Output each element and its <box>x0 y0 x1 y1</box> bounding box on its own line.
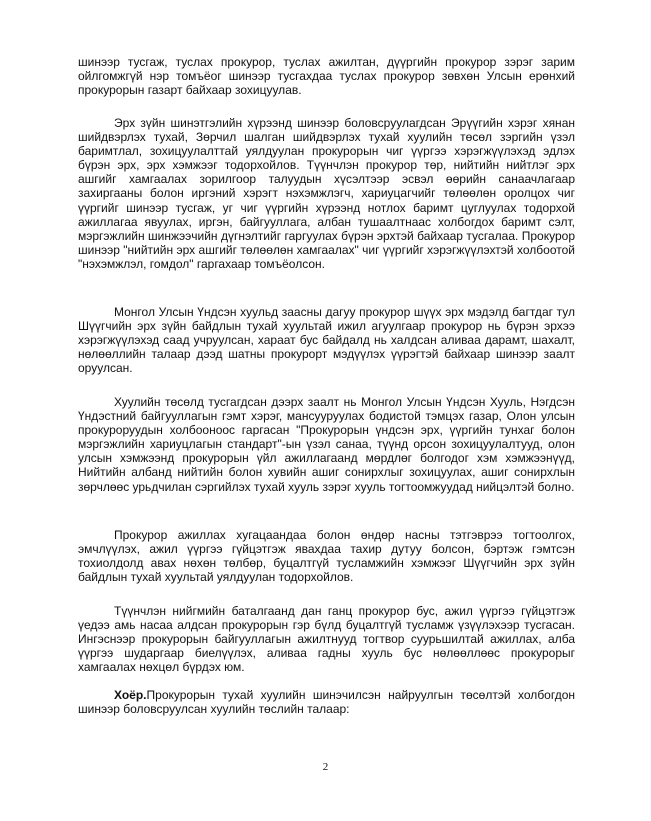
section-paragraph <box>78 688 575 716</box>
paragraph-6: Түүнчлэн нийгмийн баталгаанд дан ганц прокурор бус, ажил үүргээ гүйцэтгэж үедээ амь насаа алдсан прокурорын гэр бүлд буцалтгүй тусламж үзүүлэхээр тусгасан. Ингэснээр прокурорын байгууллагын ажилтнууд тогтвор суурьшилтай ажиллах, алба үүргээ шударгаар биелүүлэх, аливаа гадны хууль бус нөлөөллөөс прокурорыг хамгаалах нөхцөл бүрдэх юм. <box>78 604 575 675</box>
paragraph-5: Прокурор ажиллах хугацаандаа болон өндөр насны тэтгэврээ тогтоолгох, эмчлүүлэх, ажил үүргээ гүйцэтгэж явахдаа тахир дутуу болсон, бэртэж гэмтсэн тохиолдолд авах нөхөн төлбөр, буцалтгүй тусламжийн хэмжээг Шүүгчийн эрх зүйн байдлын тухай хуультай уялдуулан тодорхойлов. <box>78 528 575 585</box>
section-heading: Хоёр. <box>114 688 147 702</box>
paragraph-3: Монгол Улсын Үндсэн хуульд заасны дагуу прокурор шүүх эрх мэдэлд багтдаг тул Шүүгчийн эрх зүйн байдлын тухай хуультай ижил агуулгаар прокурор нь бүрэн эрхээ хэрэгжүүлэхэд саад учруулсан, хараат бус байдалд нь халдсан аливаа дарамт, шахалт, нөлөөллийн талаар дээд шатны прокурорт мэдүүлэх үүрэгтэй байхаар шинээр заалт оруулсан. <box>78 305 575 376</box>
paragraph-2: Эрх зүйн шинэтгэлийн хүрээнд шинээр боловсруулагдсан Эрүүгийн хэрэг хянан шийдвэрлэх тухай, Зөрчил шалган шийдвэрлэх тухай хуулийн төсөл зэргийн үзэл баримтлал, зохицуулалттай уялдуулан прокурорын чиг үүргээ хэрэгжүүлэхэд эдлэх бүрэн эрх, эрх хэмжээг тодорхойлов. Түүнчлэн прокурор төр, нийтийн нийтлэг эрх ашгийг хамгаалах зорилгоор талуудын хүсэлтээр эсвэл өөрийн санаачлагаар захиргааны болон иргэний хэрэгт нэхэмжлэгч, хариуцагчийг төлөөлөн оролцох чиг үүргийг шинээр тусгаж, уг чиг үүргийн хүрээнд нотлох баримт цуглуулах тодорхой ажиллагаа явуулах, иргэн, байгууллага, албан тушаалтнаас холбогдох баримт сэлт, мэргэжлийн шинжээчийн дүгнэлтийг гаргуулах бүрэн эрхтэй байхаар тусгалаа. Прокурор шинээр "нийтийн эрх ашгийг төлөөлөн хамгаалах" чиг үүргийг хэрэгжүүлэхтэй холбоотой "нэхэмжлэл, гомдол" гаргахаар томъёолсон. <box>78 116 575 271</box>
paragraph-4: Хуулийн төсөлд тусгагдсан дээрх заалт нь Монгол Улсын Үндсэн Хууль, Нэгдсэн Үндэстний байгууллагын гэмт хэрэг, мансууруулах бодистой тэмцэх газар, Олон улсын прокуроруудын холбооноос гаргасан "Прокурорын үндсэн эрх, үүргийн тунхаг болон мэргэжлийн хариуцлагын стандарт"-ын үзэл санаа, түүнд орсон зохицуулалтууд, олон улсын хэмжээнд прокурорын үйл ажиллагаанд мөрдлөг болгодог хэм хэмжээнүүд, Нийтийн албанд нийтийн болон хувийн ашиг сонирхлыг зохицуулах, ашиг сонирхлын зөрчлөөс урьдчилан сэргийлэх тухай хууль зэрэг хууль тогтоомжуудад нийцэлтэй болно. <box>78 395 575 494</box>
page-number: 2 <box>322 761 329 773</box>
paragraph-1: шинээр тусгаж, туслах прокурор, туслах ажилтан, дүүргийн прокурор зэрэг зарим ойлгомжгүй нэр томъёог шинээр тусгахдаа туслах прокурор зөвхөн Улсын ерөнхий прокурорын газарт байхаар зохицуулав. <box>78 55 575 98</box>
section-text: Прокурорын тухай хуулийн шинэчилсэн найруулгын төсөлтэй холбогдон шинээр боловсруулсан хуулийн төслийн талаар: <box>78 688 575 717</box>
